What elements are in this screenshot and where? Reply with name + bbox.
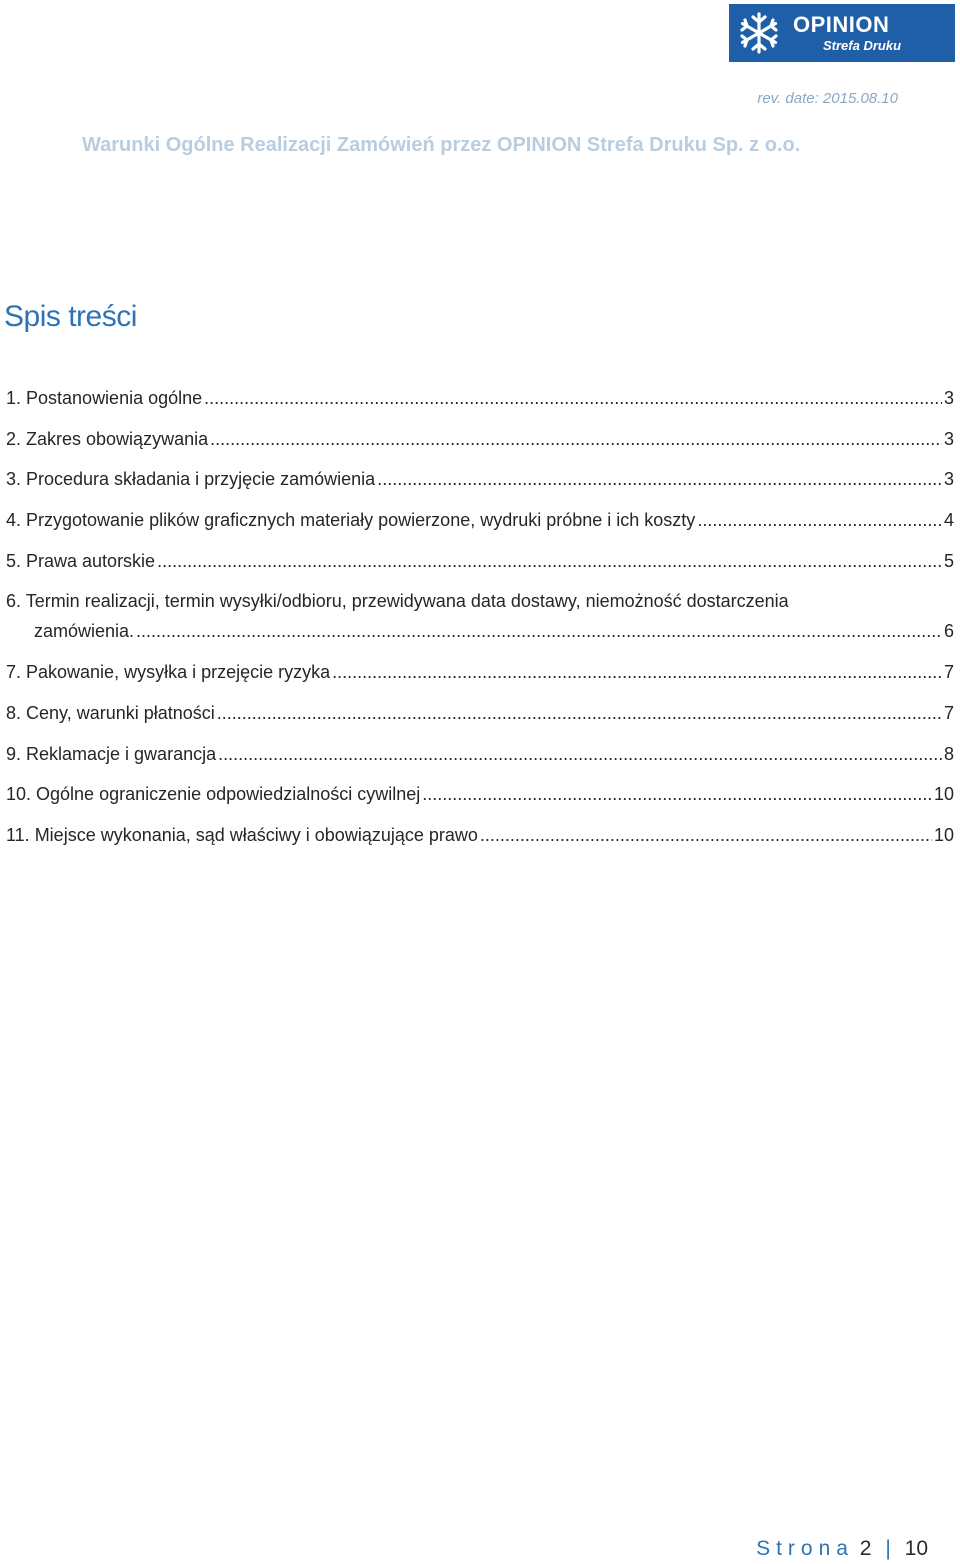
toc-entry[interactable] <box>6 703 954 744</box>
toc-entry-label: 6. Termin realizacji, termin wysyłki/odbioru, przewidywana data dostawy, niemożność dostarczenia <box>6 591 789 612</box>
toc-entry-label: 7. Pakowanie, wysyłka i przejęcie ryzyka <box>6 662 331 683</box>
toc-leader-dots <box>136 621 942 642</box>
toc-entry-page: 6 <box>943 621 954 642</box>
toc-entry[interactable] <box>6 388 954 429</box>
footer-page-total: 10 <box>904 1537 928 1560</box>
toc-entry[interactable] <box>6 825 954 866</box>
revision-date: rev. date: 2015.08.10 <box>757 90 898 107</box>
toc-leader-dots <box>332 662 942 683</box>
snowflake-logo-icon <box>737 11 781 55</box>
toc-leader-dots <box>210 429 942 450</box>
logo-subtitle: Strefa Druku <box>823 38 902 53</box>
toc-leader-dots <box>217 703 942 724</box>
toc-entry-page: 8 <box>943 743 954 764</box>
toc-entry-page: 3 <box>943 428 954 449</box>
toc-entry-continuation[interactable] <box>6 621 954 662</box>
toc-entry[interactable] <box>6 784 954 825</box>
toc-leader-dots <box>204 388 942 409</box>
toc-entry-page: 10 <box>933 784 954 805</box>
toc-leader-dots <box>157 551 942 572</box>
toc-entry-label: 3. Procedura składania i przyjęcie zamówienia <box>6 469 376 490</box>
toc-entry[interactable] <box>6 510 954 551</box>
toc-leader-dots <box>480 825 932 846</box>
toc-entry-label: 2. Zakres obowiązywania <box>6 428 209 449</box>
toc-entry-page: 3 <box>943 469 954 490</box>
toc-leader-dots <box>697 510 942 531</box>
footer-page-number: 2 <box>859 1537 872 1560</box>
footer-page-word: Strona <box>756 1537 854 1560</box>
toc-entry-page: 7 <box>943 662 954 683</box>
footer-separator: | <box>885 1537 891 1560</box>
toc-entry[interactable] <box>6 469 954 510</box>
toc-entry-label: 10. Ogólne ograniczenie odpowiedzialności cywilnej <box>6 784 421 805</box>
toc-entry-label: 1. Postanowienia ogólne <box>6 388 203 408</box>
table-of-contents <box>6 388 954 866</box>
toc-entry-label: 4. Przygotowanie plików graficznych materiały powierzone, wydruki próbne i ich koszty <box>6 510 696 531</box>
toc-entry-page: 5 <box>943 550 954 571</box>
toc-entry[interactable] <box>6 662 954 703</box>
toc-leader-dots <box>218 744 942 765</box>
toc-heading: Spis treści <box>4 300 137 333</box>
toc-entry-label: 5. Prawa autorskie <box>6 550 156 571</box>
company-logo <box>729 4 955 62</box>
document-title: Warunki Ogólne Realizacji Zamówień przez OPINION Strefa Druku Sp. z o.o. <box>82 134 801 156</box>
toc-entry-page: 10 <box>933 824 954 845</box>
toc-entry-label: 8. Ceny, warunki płatności <box>6 702 215 723</box>
toc-leader-dots <box>377 469 942 490</box>
toc-entry-page: 7 <box>943 702 954 723</box>
toc-entry-page: 4 <box>943 510 954 531</box>
toc-leader-dots <box>422 784 932 805</box>
toc-entry-label-continuation: zamówienia. <box>34 621 135 642</box>
toc-entry[interactable] <box>6 744 954 785</box>
toc-entry-label: 11. Miejsce wykonania, sąd właściwy i obowiązujące prawo <box>6 824 478 845</box>
toc-entry-page: 3 <box>943 388 954 408</box>
toc-entry[interactable] <box>6 551 954 592</box>
toc-entry[interactable] <box>6 429 954 470</box>
logo-brand: OPINION <box>793 12 890 37</box>
toc-entry[interactable] <box>6 591 954 621</box>
toc-entry-label: 9. Reklamacje i gwarancja <box>6 743 217 764</box>
logo-text <box>793 14 901 52</box>
page-footer <box>756 1537 928 1561</box>
